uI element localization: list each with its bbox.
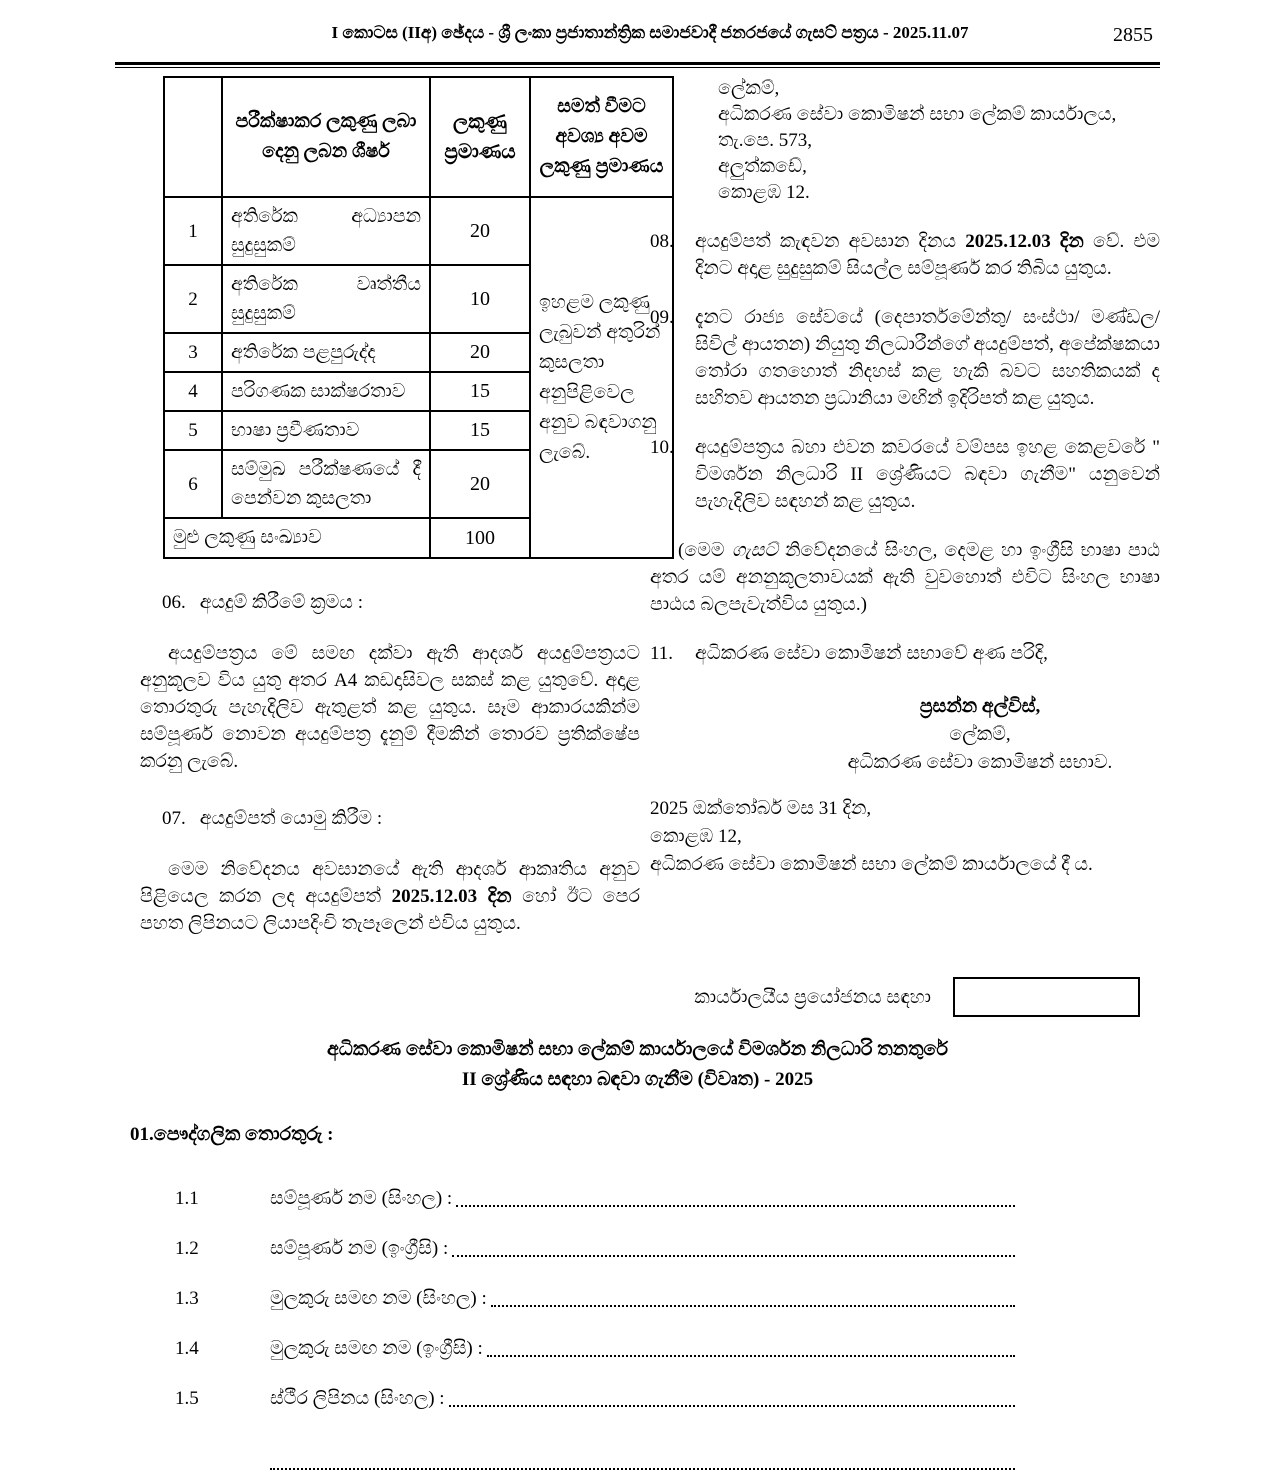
row-subject: භාෂා ප්‍රවීණතාව [222,411,430,450]
item-10 [650,434,1160,515]
gazette-word-italic: ගැසට් [731,540,778,561]
row-subject: අතිරේක අධ්‍යාපන සුදුසුකම් [222,197,430,265]
col-header-marks: ලකුණු ප්‍රමාණය [430,77,530,197]
field-number: 1.4 [175,1338,199,1359]
col-header-no [164,77,222,197]
address-line: අලුත්කඩේ, [718,156,807,177]
field-label: මුලකුරු සමඟ නම (සිංහල) : [270,1288,487,1309]
form-field-row [175,1285,1015,1312]
signatory-org: අධිකරණ සේවා කොමිෂන් සභාව. [847,752,1113,773]
fill-in-line[interactable] [452,1255,1015,1257]
section-title: අයදුම්පත් යොමු කිරීම : [199,808,383,829]
section-06-paragraph: අයදුම්පත්‍රය මේ සමඟ දක්වා ඇති ආදර්ශ අයදුම්පත්‍රයට අනුකූලව විය යුතු අතර A4 කඩදාසිවල සකස් කළ යුතුවේ. අදාළ තොරතුරු පැහැදිලිව ඇතුළත් කළ යුතුය. සෑම ආකාරයකින්ම සම්පූර්ණ නොවන අයදුම්පත්‍ර දැනුම් දීමකින් තොරව ප්‍රතික්ෂේප කරනු ලැබේ. [140,643,640,772]
marks-table [163,76,674,559]
form-section-01-heading: 01.පෞද්ගලික තොරතුරු : [130,1124,334,1145]
form-field-row [175,1385,1015,1412]
row-no: 6 [164,450,222,518]
field-number: 1.1 [175,1188,199,1209]
item-text [695,228,1160,282]
item-09 [650,304,1160,412]
item-text: අධිකරණ සේවා කොමිෂන් සභාවේ අණ පරිදි, [695,643,1048,664]
office-use-box[interactable] [953,977,1140,1017]
dateline-place: කොළඹ 12, [650,826,742,847]
signatory-title: ලේකම්, [949,724,1011,745]
address-line: තැ.පෙ. 573, [718,130,813,151]
form-field-row [175,1335,1015,1362]
total-value: 100 [430,518,530,558]
address-line: කොළඹ 12. [718,182,810,203]
item-number: 09. [650,307,674,328]
note-text-part: නිවේදනයේ සිංහල, දෙමළ හා ඉංග්‍රීසි භාෂා පාඨ අතර යම් අනනුකූලතාවයක් ඇති වුවහොත් එවිට සිංහල භාෂා පාඨය බලපැවැත්විය යුතුය.) [650,540,1160,615]
fill-in-line[interactable] [456,1205,1015,1207]
signatory-name: ප්‍රසන්න අල්විස්, [919,696,1041,717]
form-field-row [175,1235,1015,1262]
col-header-subject: පරීක්ෂාකර ලකුණු ලබා දෙනු ලබන ශීර්ෂ [222,77,430,197]
closing-date-bold: 2025.12.03 දින [965,231,1084,252]
address-line: අධිකරණ සේවා කොමිෂන් සභා ලේකම් කාර්යාලය, [718,104,1117,125]
row-no: 4 [164,372,222,411]
item-text: දැනට රාජ්‍ය සේවයේ (දෙපාර්තමේන්තු/ සංස්ථා/ මණ්ඩල/ සිවිල් ආයතන) නියුතු නිලධාරීන්ගේ අයදුම්පත්, අපේක්ෂකයා තෝරා ගතහොත් නිදහස් කළ හැකි බවට සහතිකයක් ද සහිතව ආයතන ප්‍රධානියා මඟින් ඉදිරිපත් කළ යුතුය. [695,307,1160,409]
two-column-body [0,68,1275,937]
row-no: 1 [164,197,222,265]
dateline-date: 2025 ඔක්තෝබර් මස 31 දින, [650,798,872,819]
row-no: 5 [164,411,222,450]
fill-in-line[interactable] [487,1355,1015,1357]
total-label: මුළු ලකුණු සංඛ්‍යාව [164,518,430,558]
section-number: 06. [162,592,186,613]
row-marks: 15 [430,411,530,450]
field-number: 1.3 [175,1288,199,1309]
row-subject: අතිරේක පළපුරුද්ද [222,333,430,372]
item-text-part: වේ. එම දිනට අදාළ සුදුසුකම් සියල්ල සම්පූර්ණ කර තිබිය යුතුය. [695,231,1160,279]
form-title [0,1035,1275,1095]
paragraph-text: හෝ ඊට පෙර පහත ලිපිනයට ලියාපදිංචි තැපෑලෙන් එවිය යුතුය. [140,886,640,934]
fill-in-line[interactable] [449,1405,1015,1407]
field-label: ස්ථීර ලිපිනය (සිංහල) : [270,1388,445,1409]
row-subject: අතිරේක වෘත්තීය සුදුසුකම් [222,265,430,333]
section-number: 07. [162,808,186,829]
table-row [164,197,673,265]
row-subject: පරිගණක සාක්ෂරතාව [222,372,430,411]
item-number: 08. [650,231,674,252]
dateline-office: අධිකරණ සේවා කොමිෂන් සභා ලේකම් කාර්යාලයේ දී ය. [650,854,1093,875]
note-text-part: (මෙම [678,540,732,561]
marks-table-header-row [164,77,673,197]
field-number: 1.5 [175,1388,199,1409]
address-line: ලේකම්, [718,78,780,99]
signature-block [650,693,1160,777]
postal-address [718,76,1160,206]
item-number: 10. [650,437,674,458]
form-title-line2: II ශ්‍රේණිය සඳහා බඳවා ගැනීම (විවෘත) - 2025 [461,1069,814,1090]
form-field-row [175,1185,1015,1212]
col-header-min: සමත් වීමට අවශ්‍ය අවම ලකුණු ප්‍රමාණය [530,77,673,197]
item-11 [650,640,1160,667]
item-number: 11. [650,643,674,664]
item-text: අයදුම්පත්‍රය බහා එවන කවරයේ වම්පස ඉහළ කෙළවරේ " විමර්ශන නිලධාරි II ශ්‍රේණියට බඳවා ගැනීම" යනුවෙන් පැහැදිලිව සඳහන් කළ යුතුය. [695,437,1160,512]
office-use-row [0,937,1275,1017]
row-no: 3 [164,333,222,372]
closing-date-bold: 2025.12.03 දින [391,886,512,907]
field-label: මුලකුරු සමඟ නම (ඉංග්‍රීසි) : [270,1338,483,1359]
row-marks: 15 [430,372,530,411]
section-06-heading [162,589,640,616]
row-subject: සම්මුඛ පරීක්ෂණයේ දී පෙන්වන කුසලතා [222,450,430,518]
dateline-block [650,795,1160,879]
running-head [0,0,1275,56]
section-07-paragraph [140,856,640,937]
fill-in-line[interactable] [491,1305,1015,1307]
form-title-line1: අධිකරණ සේවා කොමිෂන් සභා ලේකම් කාර්යාලයේ විමර්ශන නිලධාරි තනතුරේ [327,1039,948,1060]
right-column [650,76,1160,937]
row-marks: 20 [430,450,530,518]
row-marks: 20 [430,333,530,372]
row-marks: 20 [430,197,530,265]
row-marks: 10 [430,265,530,333]
min-marks-note: ඉහළම ලකුණු ලැබුවන් අතුරින් කුසලතා අනුපිළිවෙල අනුව බඳවාගනු ලැබේ. [530,197,673,558]
field-number: 1.2 [175,1238,199,1259]
row-no: 2 [164,265,222,333]
language-note [650,537,1160,618]
paragraph-text: මෙම නිවේදනය අවසානයේ ඇති ආදර්ශ ආකෘතිය අනුව පිළියෙල කරන ලද අයදුම්පත් [140,859,640,907]
field-label: සම්පූර්ණ නම (සිංහල) : [270,1188,453,1209]
gazette-header-title: I කොටස (IIඅ) ඡේදය - ශ්‍රී ලංකා ප්‍රජාතාන්ත්‍රික සමාජවාදී ජනරජයේ ගැසට් පත්‍රය - 2025.11.07 [331,23,969,42]
section-07-heading [162,805,640,832]
page-number: 2855 [1113,24,1153,46]
fill-in-line-continuation[interactable] [270,1448,1015,1470]
form-fields [0,1148,1275,1470]
item-text-part: අයදුම්පත් කැඳවන අවසාන දිනය [695,231,966,252]
field-label: සම්පූර්ණ නම (ඉංග්‍රීසි) : [270,1238,449,1259]
item-08 [650,228,1160,282]
office-use-label: කාර්යාලයීය ප්‍රයෝජනය සඳහා [694,986,931,1008]
section-title: අයදුම් කිරීමේ ක්‍රමය : [199,592,363,613]
